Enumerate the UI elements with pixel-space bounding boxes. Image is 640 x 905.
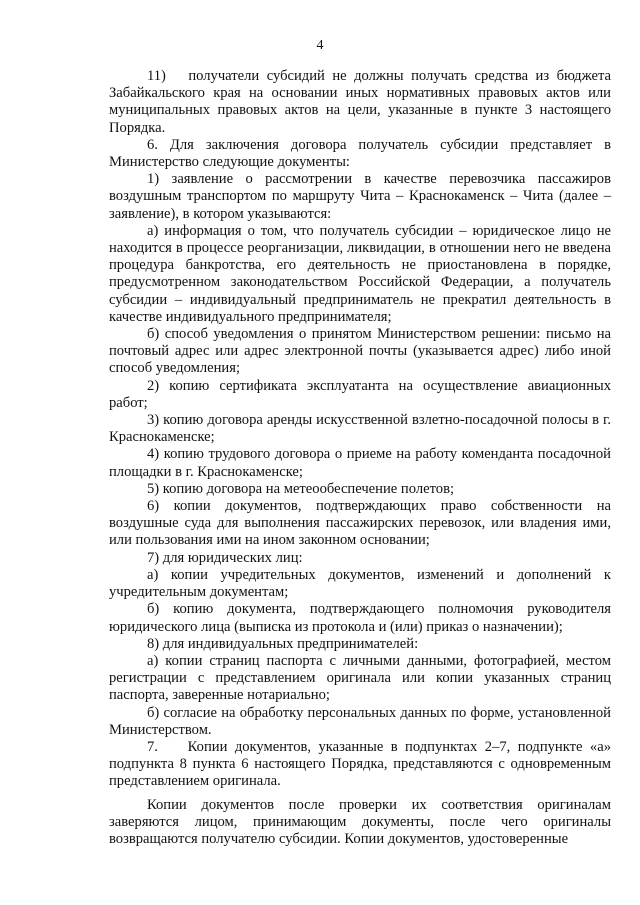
page-number: 4	[316, 38, 324, 53]
paragraph-subpoint-8a: а) копии страниц паспорта с личными данными, фотографией, местом регистрации с представлением оригинала или копии указанных страниц паспорта, заверенные нотариально;	[109, 652, 611, 704]
paragraph-subpoint-4: 4) копию трудового договора о приеме на работу коменданта посадочной площадки в г. Краснокаменске;	[109, 446, 611, 480]
paragraph-subpoint-6: 6) копии документов, подтверждающих право собственности на воздушные суда для выполнения пассажирских перевозок, или владения ими, или пользования ими на ином законном основании;	[109, 498, 611, 549]
paragraph-subpoint-7b: б) копию документа, подтверждающего полномочия руководителя юридического лица (выписка из протокола и (или) приказ о назначении);	[109, 601, 611, 635]
paragraph-subpoint-1b: б) способ уведомления о принятом Министерством решении: письмо на почтовый адрес или адрес электронной почты (указывается адрес) либо иной способ уведомления;	[109, 326, 611, 377]
paragraph-item-11: 11) получатели субсидий не должны получать средства из бюджета Забайкальского края на основании иных нормативных правовых актов или муниципальных правовых актов на цели, указанные в пункте 3 настоящего Порядка.	[109, 68, 611, 136]
paragraph-subpoint-1: 1) заявление о рассмотрении в качестве перевозчика пассажиров воздушным транспортом по маршруту Чита – Краснокаменск – Чита (далее – заявление), в котором указываются:	[109, 171, 611, 222]
paragraph-subpoint-7: 7) для юридических лиц:	[147, 549, 303, 566]
paragraph-subpoint-2: 2) копию сертификата эксплуатанта на осуществление авиационных работ;	[109, 377, 611, 411]
paragraph-copies-certification: Копии документов после проверки их соответствия оригиналам заверяются лицом, принимающим документы, после чего оригиналы возвращаются получателю субсидии. Копии документов, удостоверенные	[109, 796, 611, 847]
paragraph-subpoint-3: 3) копию договора аренды искусственной взлетно-посадочной полосы в г. Краснокаменске;	[109, 412, 611, 446]
paragraph-point-6: 6. Для заключения договора получатель субсидии представляет в Министерство следующие документы:	[109, 136, 611, 171]
paragraph-subpoint-8b: б) согласие на обработку персональных данных по форме, установленной Министерством.	[109, 704, 611, 738]
paragraph-subpoint-1a: а) информация о том, что получатель субсидии – юридическое лицо не находится в процессе реорганизации, ликвидации, в отношении него не введена процедура банкротства, его деятельность не приостановлена в порядке, предусмотренном законодательством Российской Федерации, а получатель субсидии – индивидуальный предприниматель не прекратил деятельность в качестве индивидуального предпринимателя;	[109, 222, 611, 325]
paragraph-point-7: 7. Копии документов, указанные в подпунктах 2–7, подпункте «а» подпункта 8 пункта 6 настоящего Порядка, представляются с одновременным представлением оригинала.	[109, 738, 611, 790]
paragraph-subpoint-5: 5) копию договора на метеообеспечение полетов;	[147, 480, 455, 497]
paragraph-subpoint-8: 8) для индивидуальных предпринимателей:	[147, 635, 419, 652]
paragraph-subpoint-7a: а) копии учредительных документов, изменений и дополнений к учредительным документам;	[109, 566, 611, 601]
document-body	[109, 68, 611, 848]
